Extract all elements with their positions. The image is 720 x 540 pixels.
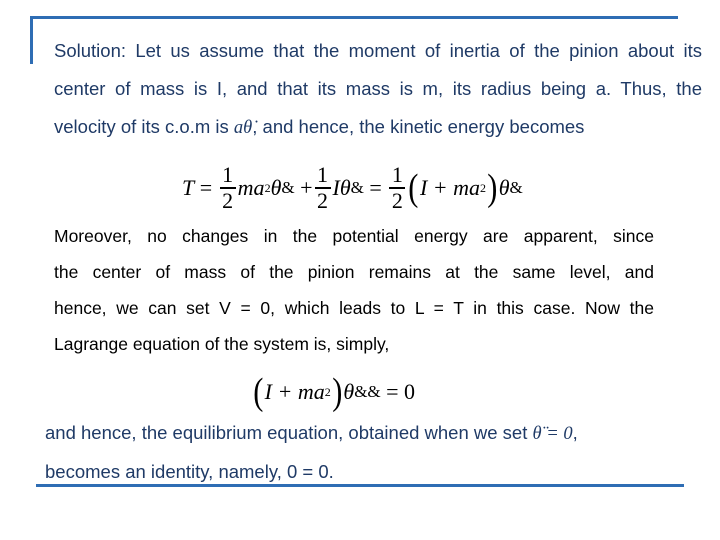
eq-I-theta: Iθ: [332, 175, 351, 200]
eq-glyph-1: &: [281, 178, 295, 197]
potential-line-1: Moreover, no changes in the potential energy are apparent, since: [54, 226, 654, 246]
eq-ma: ma: [237, 175, 265, 200]
eq-half-3: $\frac{1}{2}$: [389, 163, 405, 213]
potential-paragraph: [54, 218, 654, 362]
eq-plus: +: [300, 175, 313, 200]
eq-half-1: $\frac{1}{2}$: [220, 163, 236, 213]
velocity-text: velocity of its c.o.m is: [54, 116, 229, 137]
eq-T: T: [182, 175, 195, 200]
eq-equals-1: =: [199, 175, 213, 200]
lagrange-equation: ( I + ma 2 ) θ && = 0: [253, 371, 416, 413]
solution-line-2: center of mass is I, and that its mass is m, its radius being a. Thus, the: [54, 78, 702, 99]
eq-ma-sq: 2: [264, 180, 271, 195]
potential-line-2: the center of mass of the pinion remains at the same level, and: [54, 262, 654, 282]
lag-I-plus-ma: I + ma: [264, 379, 325, 404]
eq-half-2: $\frac{1}{2}$: [315, 163, 331, 213]
equilibrium-text: and hence, the equilibrium equation, obtained when we set: [45, 422, 528, 443]
eq-equals-2: =: [369, 175, 382, 200]
velocity-symbol: aθ̇: [233, 118, 253, 138]
equilibrium-comma: ,: [572, 422, 578, 443]
left-rule: [30, 16, 33, 64]
equilibrium-line-2: becomes an identity, namely, 0 = 0.: [45, 461, 334, 482]
solution-line-3: [54, 108, 702, 147]
eq-I-plus-ma: I + ma: [419, 175, 481, 200]
lag-glyph: &&: [354, 382, 381, 401]
eq-glyph-3: &: [509, 178, 523, 197]
eq-glyph-2: &: [350, 178, 364, 197]
solution-paragraph: [54, 32, 702, 147]
equilibrium-paragraph: [45, 414, 685, 491]
lag-rhs: = 0: [386, 379, 416, 404]
bottom-rule: [36, 484, 684, 487]
potential-line-3: hence, we can set V = 0, which leads to L = T in this case. Now the: [54, 298, 654, 318]
solution-line-1: Solution: Let us assume that the moment of inertia of the pinion about its: [54, 40, 702, 61]
lag-theta: θ: [343, 379, 355, 404]
equilibrium-line-1: [45, 414, 685, 453]
theta-ddot-zero: θ̈ = 0: [532, 424, 573, 444]
top-rule: [30, 16, 678, 19]
kinetic-energy-equation: T = $\frac{1}{2}$ ma 2 θ & + $\frac{1}{2}$ Iθ & = $\frac{1}{2}$ ( I + ma 2 ) θ &: [182, 162, 523, 213]
kinetic-text: , and hence, the kinetic energy becomes: [252, 116, 585, 137]
potential-line-4: Lagrange equation of the system is, simply,: [54, 334, 390, 354]
